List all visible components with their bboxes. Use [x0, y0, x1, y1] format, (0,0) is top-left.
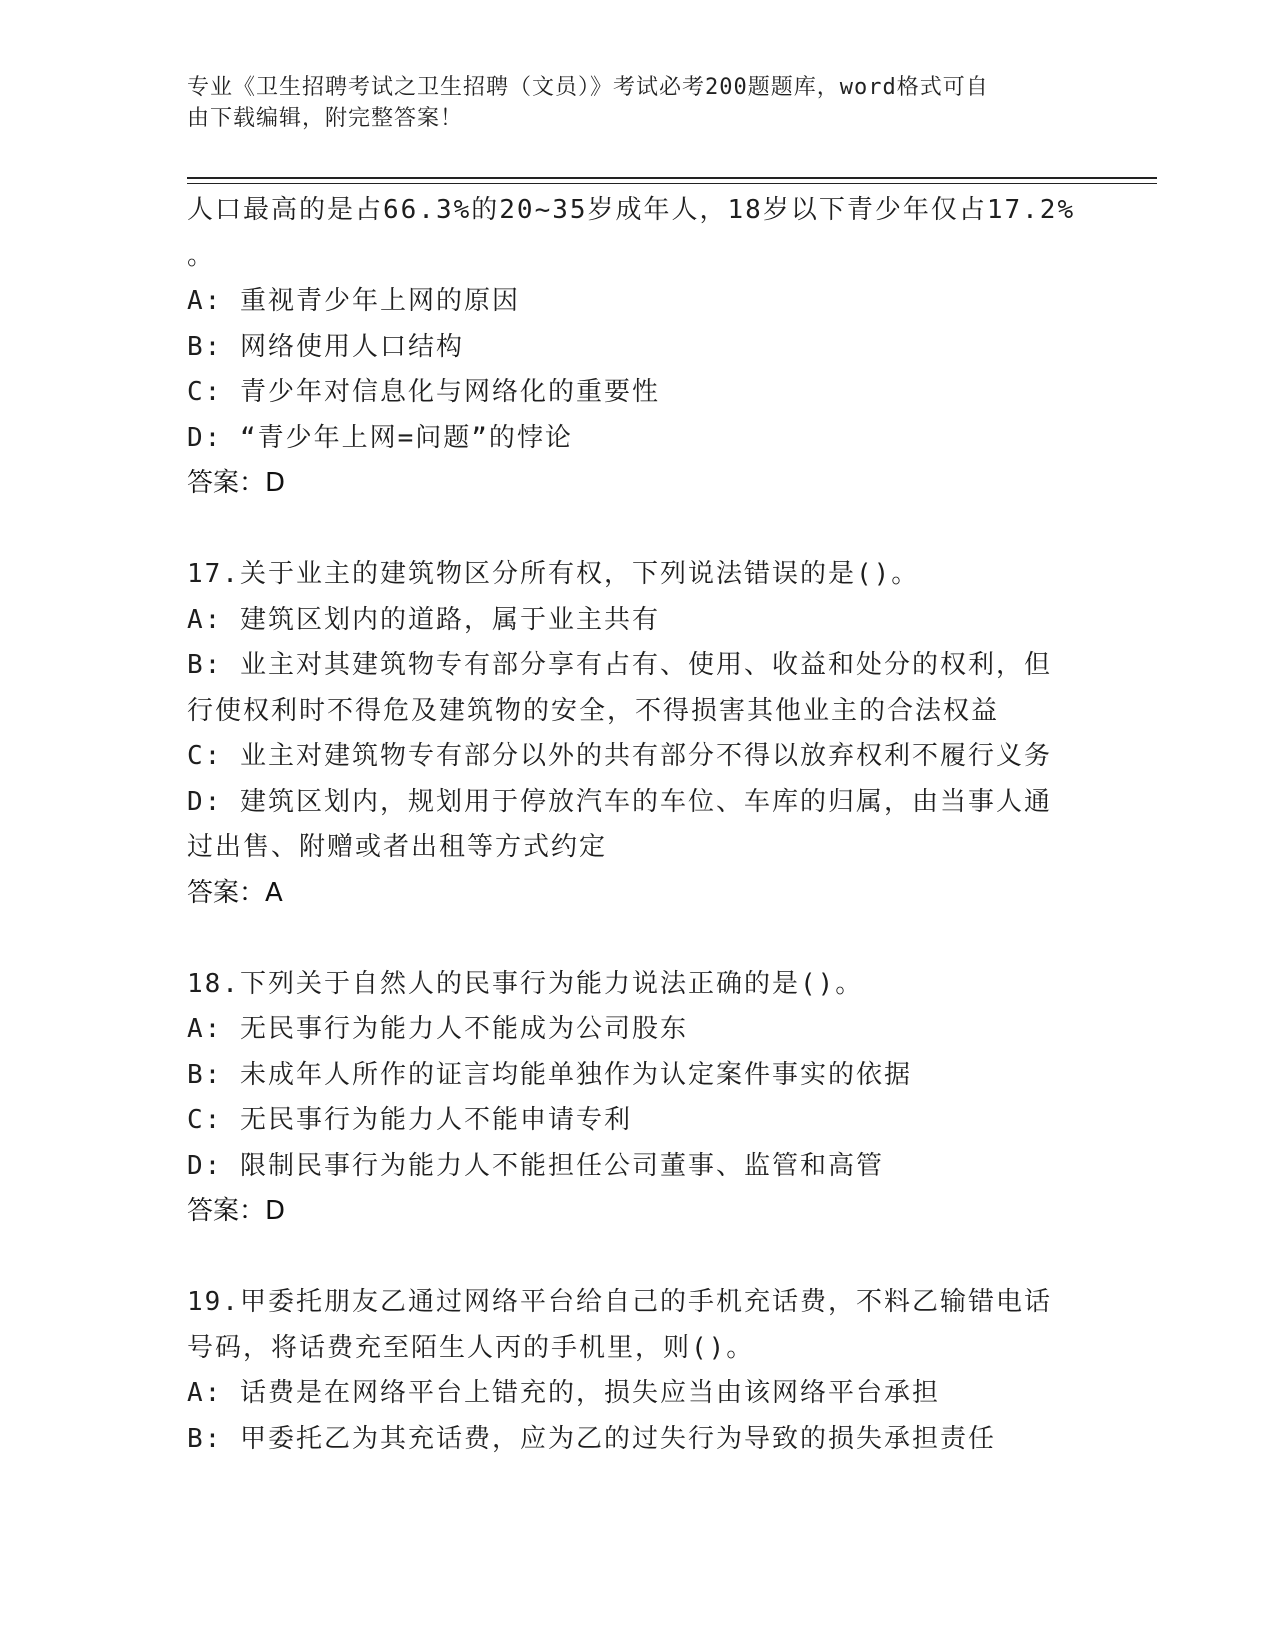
question-19-option-b: B: 甲委托乙为其充话费，应为乙的过失行为导致的损失承担责任 [187, 1423, 996, 1454]
question-18-option-a: A: 无民事行为能力人不能成为公司股东 [187, 1014, 688, 1044]
header-line-2: 由下载编辑，附完整答案！ [187, 106, 464, 131]
question-17-option-a: A: 建筑区划内的道路，属于业主共有 [187, 604, 660, 635]
header-divider-thin [187, 183, 1157, 184]
question-16-option-d: D: “青少年上网=问题”的悖论 [187, 422, 573, 453]
question-19-text-line-1: 19.甲委托朋友乙通过网络平台给自己的手机充话费，不料乙输错电话 [187, 1287, 1052, 1317]
spacer [187, 1235, 1087, 1281]
question-17-option-b-line-1: B: 业主对其建筑物专有部分享有占有、使用、收益和处分的权利，但 [187, 650, 1052, 680]
question-16-option-a: A: 重视青少年上网的原因 [187, 286, 520, 316]
question-17-option-b-line-2: 行使权利时不得危及建筑物的安全，不得损害其他业主的合法权益 [187, 695, 1000, 726]
document-header [187, 72, 1067, 134]
header-divider-thick [187, 177, 1157, 179]
question-18-option-c: C: 无民事行为能力人不能申请专利 [187, 1105, 632, 1135]
question-16-option-b: B: 网络使用人口结构 [187, 331, 464, 362]
question-19-block [187, 1280, 1087, 1462]
question-18-text: 18.下列关于自然人的民事行为能力说法正确的是()。 [187, 968, 864, 999]
question-16-answer: 答案：D [187, 468, 286, 498]
question-16-text-line-1: 人口最高的是占66.3%的20~35岁成年人，18岁以下青少年仅占17.2% [187, 195, 1076, 225]
question-16-block [187, 188, 1087, 507]
question-17-option-d-line-2: 过出售、附赠或者出租等方式约定 [187, 832, 608, 862]
header-line-1: 专业《卫生招聘考试之卫生招聘（文员）》考试必考200题题库，word格式可自 [187, 75, 989, 100]
question-16-text-line-2: 。 [187, 240, 216, 271]
question-17-option-d-line-1: D: 建筑区划内，规划用于停放汽车的车位、车库的归属，由当事人通 [187, 786, 1052, 817]
question-17-text: 17.关于业主的建筑物区分所有权，下列说法错误的是()。 [187, 559, 920, 589]
question-19-option-a: A: 话费是在网络平台上错充的，损失应当由该网络平台承担 [187, 1378, 940, 1408]
question-18-answer: 答案：D [187, 1196, 286, 1226]
question-19-text-line-2: 号码，将话费充至陌生人丙的手机里，则()。 [187, 1332, 755, 1363]
spacer [187, 507, 1087, 553]
question-17-block [187, 552, 1087, 916]
question-18-block [187, 962, 1087, 1235]
spacer [187, 916, 1087, 962]
question-17-option-c: C: 业主对建筑物专有部分以外的共有部分不得以放弃权利不履行义务 [187, 741, 1052, 771]
question-18-option-d: D: 限制民事行为能力人不能担任公司董事、监管和高管 [187, 1150, 884, 1181]
question-18-option-b: B: 未成年人所作的证言均能单独作为认定案件事实的依据 [187, 1059, 912, 1090]
question-16-option-c: C: 青少年对信息化与网络化的重要性 [187, 377, 660, 407]
question-content [187, 188, 1087, 1462]
question-17-answer: 答案：A [187, 877, 283, 908]
